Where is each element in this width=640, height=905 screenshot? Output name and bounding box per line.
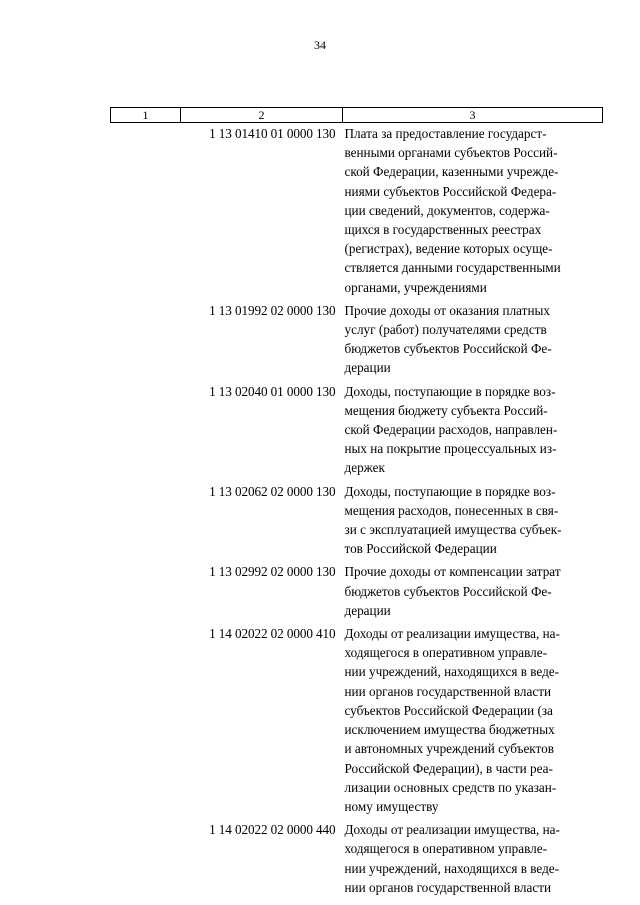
revenue-codes-table — [110, 107, 603, 900]
revenue-description: Доходы от реализации имущества, на- ходящегося в оперативном управле- нии учреждений, находящихся в веде- нии органов государственной власти субъектов Российской Федерации (за исключением имущества бюджетных и автономных учреждений субъектов Российской Федерации), в части реа- лизации основных средств по указан- ному имуществу — [344, 626, 560, 814]
revenue-code: 1 14 02022 02 0000 440 — [209, 822, 336, 838]
table-header-row — [111, 108, 603, 123]
revenue-description: Прочие доходы от оказания платных услуг (работ) получателями средств бюджетов субъектов Российской Фе- дерации — [344, 302, 552, 376]
revenue-code: 1 13 02040 01 0000 130 — [209, 383, 336, 399]
page-number: 34 — [314, 38, 326, 52]
table-row — [111, 819, 603, 900]
revenue-description: Доходы, поступающие в порядке воз- мещения бюджету субъекта Россий- ской Федерации расходов, направлен- ных на покрытие процессуальных из- держек — [344, 383, 558, 476]
empty-cell — [111, 381, 181, 481]
revenue-description: Доходы от реализации имущества, на- ходящегося в оперативном управле- нии учреждений, находящихся в веде- нии органов государственной власти — [344, 822, 560, 895]
revenue-description: Плата за предоставление государст- венными органами субъектов Россий- ской Федерации, казенными учрежде- ниями субъектов Российской Федера- ции сведений, документов, содержа- щихся в государственных реестрах (регистрах), ведение которых осуще- ствляется данными государственными органами, учреждениями — [344, 126, 561, 295]
empty-cell — [111, 300, 181, 381]
empty-cell — [111, 819, 181, 900]
revenue-code: 1 13 02992 02 0000 130 — [209, 564, 336, 580]
revenue-code: 1 14 02022 02 0000 410 — [209, 626, 336, 642]
column-header-1: 1 — [111, 108, 181, 123]
table-row — [111, 123, 603, 300]
empty-cell — [111, 123, 181, 300]
empty-cell — [111, 561, 181, 623]
empty-cell — [111, 623, 181, 819]
column-header-2: 2 — [181, 108, 343, 123]
table-row — [111, 300, 603, 381]
revenue-code: 1 13 01410 01 0000 130 — [209, 126, 336, 141]
column-header-3: 3 — [343, 108, 603, 123]
revenue-code: 1 13 01992 02 0000 130 — [209, 302, 336, 318]
revenue-description: Доходы, поступающие в порядке воз- мещения расходов, понесенных в свя- зи с эксплуатацией имущества субъек- тов Российской Федерации — [344, 483, 562, 557]
table-row — [111, 623, 603, 819]
table-row — [111, 481, 603, 562]
table-row — [111, 561, 603, 623]
empty-cell — [111, 481, 181, 562]
revenue-code: 1 13 02062 02 0000 130 — [209, 483, 336, 499]
table-row — [111, 381, 603, 481]
revenue-description: Прочие доходы от компенсации затрат бюджетов субъектов Российской Фе- дерации — [344, 564, 561, 618]
